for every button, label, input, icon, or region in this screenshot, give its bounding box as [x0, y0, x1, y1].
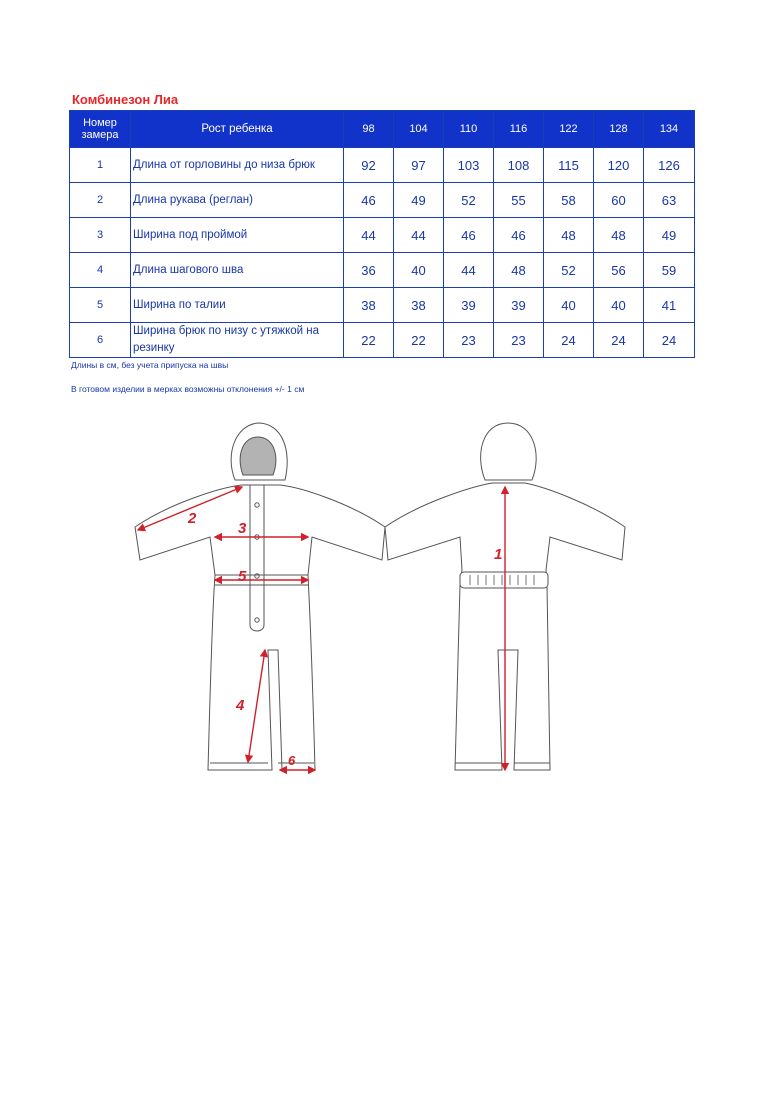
row-parameter: Длина рукава (реглан)	[131, 183, 344, 218]
header-size: 110	[444, 111, 494, 148]
front-body	[135, 485, 385, 770]
row-value: 92	[344, 148, 394, 183]
row-number: 3	[70, 218, 131, 253]
row-value: 58	[544, 183, 594, 218]
row-number: 2	[70, 183, 131, 218]
row-value: 24	[644, 323, 695, 358]
row-value: 44	[344, 218, 394, 253]
row-value: 24	[594, 323, 644, 358]
row-value: 108	[494, 148, 544, 183]
row-parameter: Ширина брюк по низу с утяжкой на резинку	[131, 323, 344, 358]
row-value: 24	[544, 323, 594, 358]
row-value: 44	[394, 218, 444, 253]
note-units: Длины в см, без учета припуска на швы	[71, 360, 229, 370]
header-size: 134	[644, 111, 695, 148]
row-value: 22	[344, 323, 394, 358]
table-row	[70, 148, 695, 183]
row-value: 22	[394, 323, 444, 358]
row-value: 48	[494, 253, 544, 288]
header-size: 104	[394, 111, 444, 148]
table-row	[70, 253, 695, 288]
row-value: 48	[594, 218, 644, 253]
row-value: 56	[594, 253, 644, 288]
row-value: 52	[444, 183, 494, 218]
row-value: 49	[644, 218, 695, 253]
table-row	[70, 218, 695, 253]
back-hood	[481, 423, 537, 480]
table-row	[70, 288, 695, 323]
measure-2-label: 2	[188, 510, 197, 527]
row-number: 6	[70, 323, 131, 358]
measure-5-label: 5	[238, 568, 247, 585]
row-number: 1	[70, 148, 131, 183]
row-parameter: Ширина под проймой	[131, 218, 344, 253]
garment-diagram	[130, 415, 650, 815]
measure-6-label: 6	[288, 753, 296, 768]
row-value: 55	[494, 183, 544, 218]
row-value: 23	[444, 323, 494, 358]
measure-1-label: 1	[494, 546, 503, 563]
row-value: 49	[394, 183, 444, 218]
header-measure-number: Номер замера	[70, 111, 131, 148]
note-tolerance: В готовом изделии в мерках возможны отклонения +/- 1 см	[71, 384, 305, 394]
table-row	[70, 323, 695, 358]
snap-button	[255, 618, 259, 622]
row-value: 39	[444, 288, 494, 323]
row-parameter: Длина от горловины до низа брюк	[131, 148, 344, 183]
row-value: 23	[494, 323, 544, 358]
snap-button	[255, 503, 259, 507]
snap-button	[255, 574, 259, 578]
row-value: 103	[444, 148, 494, 183]
measure-3-label: 3	[238, 520, 247, 537]
row-parameter: Длина шагового шва	[131, 253, 344, 288]
row-value: 40	[594, 288, 644, 323]
row-value: 46	[344, 183, 394, 218]
row-value: 40	[394, 253, 444, 288]
row-value: 60	[594, 183, 644, 218]
row-number: 5	[70, 288, 131, 323]
header-child-height: Рост ребенка	[131, 111, 344, 148]
row-value: 46	[494, 218, 544, 253]
row-value: 97	[394, 148, 444, 183]
table-row	[70, 183, 695, 218]
row-value: 126	[644, 148, 695, 183]
row-value: 41	[644, 288, 695, 323]
row-value: 46	[444, 218, 494, 253]
row-value: 48	[544, 218, 594, 253]
front-view	[135, 423, 385, 770]
row-value: 36	[344, 253, 394, 288]
row-value: 115	[544, 148, 594, 183]
header-size: 98	[344, 111, 394, 148]
header-size: 116	[494, 111, 544, 148]
product-title: Комбинезон Лиа	[72, 92, 179, 107]
row-value: 120	[594, 148, 644, 183]
row-value: 38	[394, 288, 444, 323]
row-number: 4	[70, 253, 131, 288]
row-value: 38	[344, 288, 394, 323]
table-header-row	[70, 111, 695, 148]
row-value: 39	[494, 288, 544, 323]
row-value: 44	[444, 253, 494, 288]
row-value: 59	[644, 253, 695, 288]
header-size: 128	[594, 111, 644, 148]
back-elastic-waist	[460, 572, 548, 588]
row-value: 40	[544, 288, 594, 323]
header-size: 122	[544, 111, 594, 148]
row-parameter: Ширина по талии	[131, 288, 344, 323]
row-value: 63	[644, 183, 695, 218]
row-value: 52	[544, 253, 594, 288]
size-table	[69, 110, 695, 358]
measure-4-label: 4	[236, 697, 245, 714]
hood-lining	[240, 437, 276, 475]
